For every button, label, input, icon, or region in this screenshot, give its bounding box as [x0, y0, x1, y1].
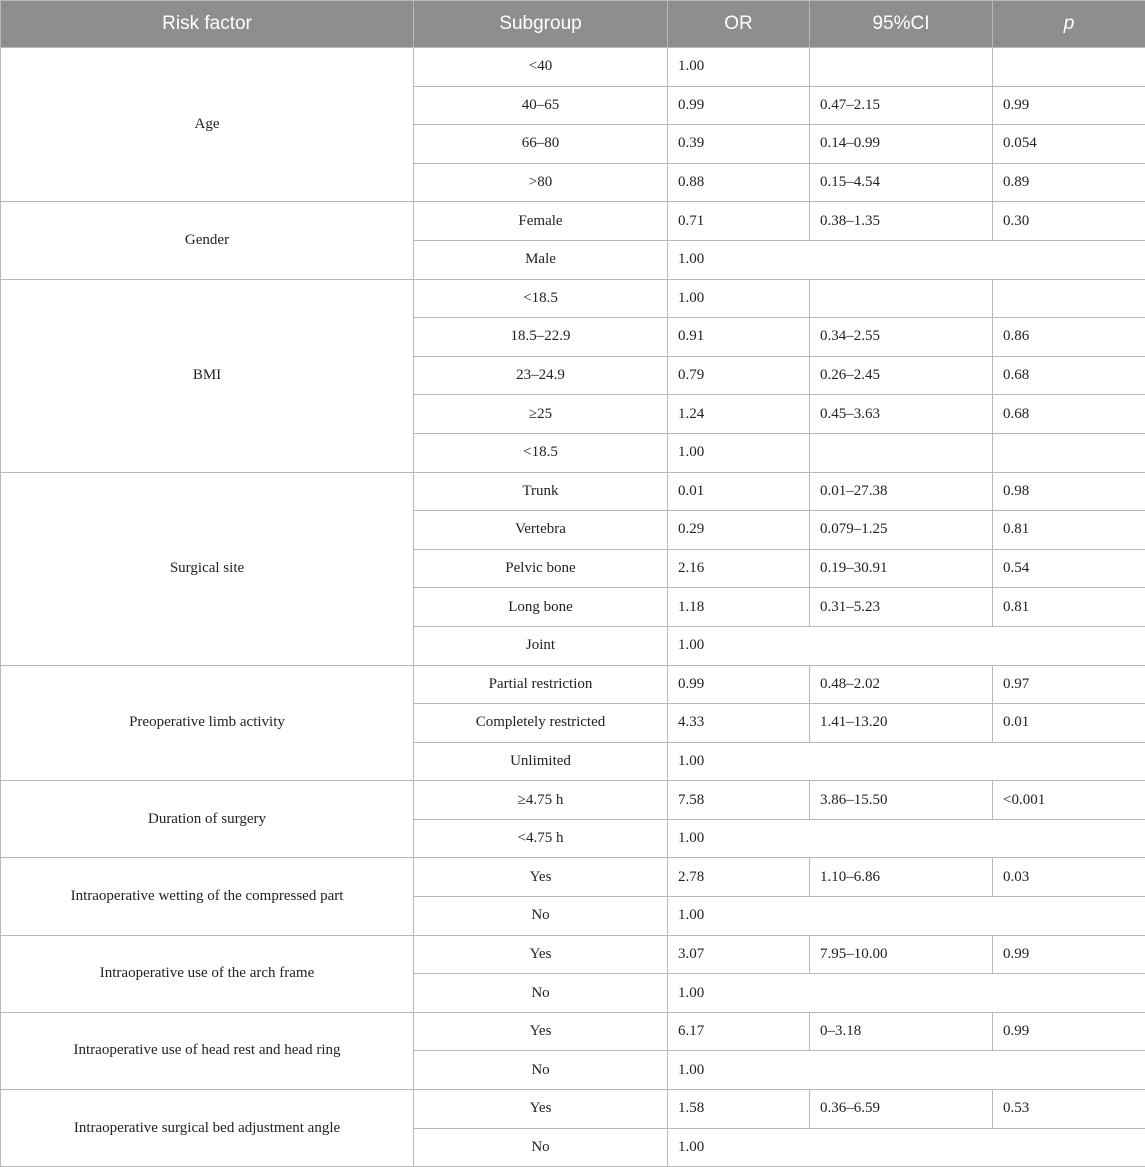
- subgroup-cell: <40: [414, 48, 668, 87]
- risk-factor-cell: Intraoperative wetting of the compressed part: [1, 858, 414, 935]
- header-risk-factor: Risk factor: [1, 1, 414, 48]
- p-value-cell: 0.30: [993, 202, 1145, 241]
- or-cell: 1.00: [668, 819, 1145, 858]
- header-row: [1, 1, 1145, 48]
- ci-cell: [810, 433, 993, 472]
- p-value-cell: 0.68: [993, 356, 1145, 395]
- ci-cell: 1.10–6.86: [810, 858, 993, 897]
- p-value-cell: 0.97: [993, 665, 1145, 704]
- header-ci: 95%CI: [810, 1, 993, 48]
- ci-cell: 0.19–30.91: [810, 549, 993, 588]
- or-cell: 2.78: [668, 858, 810, 897]
- p-value-cell: 0.53: [993, 1090, 1145, 1129]
- subgroup-cell: Vertebra: [414, 511, 668, 550]
- header-p: p: [993, 1, 1145, 48]
- table-row: [1, 279, 1145, 318]
- or-cell: 2.16: [668, 549, 810, 588]
- or-cell: 0.29: [668, 511, 810, 550]
- table-row: [1, 665, 1145, 704]
- table-row: [1, 1090, 1145, 1129]
- subgroup-cell: No: [414, 1051, 668, 1090]
- p-value-cell: 0.86: [993, 318, 1145, 357]
- subgroup-cell: Yes: [414, 1012, 668, 1051]
- ci-cell: 0.079–1.25: [810, 511, 993, 550]
- ci-cell: 0.14–0.99: [810, 125, 993, 164]
- header-subgroup: Subgroup: [414, 1, 668, 48]
- risk-factor-cell: Intraoperative surgical bed adjustment angle: [1, 1090, 414, 1167]
- p-value-cell: 0.98: [993, 472, 1145, 511]
- or-cell: 1.00: [668, 897, 1145, 936]
- ci-cell: 3.86–15.50: [810, 781, 993, 820]
- risk-factor-cell: Intraoperative use of the arch frame: [1, 935, 414, 1012]
- or-cell: 0.91: [668, 318, 810, 357]
- p-value-cell: 0.89: [993, 163, 1145, 202]
- or-cell: 1.00: [668, 433, 810, 472]
- table-row: [1, 781, 1145, 820]
- subgroup-cell: ≥4.75 h: [414, 781, 668, 820]
- p-value-cell: 0.81: [993, 511, 1145, 550]
- p-value-cell: 0.054: [993, 125, 1145, 164]
- subgroup-cell: <18.5: [414, 433, 668, 472]
- table-row: [1, 202, 1145, 241]
- or-cell: 7.58: [668, 781, 810, 820]
- subgroup-cell: No: [414, 1128, 668, 1167]
- subgroup-cell: Yes: [414, 858, 668, 897]
- ci-cell: 0.45–3.63: [810, 395, 993, 434]
- or-cell: 0.79: [668, 356, 810, 395]
- or-cell: 3.07: [668, 935, 810, 974]
- or-cell: 0.71: [668, 202, 810, 241]
- risk-factor-cell: Age: [1, 48, 414, 202]
- subgroup-cell: No: [414, 897, 668, 936]
- risk-factor-cell: BMI: [1, 279, 414, 472]
- table-row: [1, 935, 1145, 974]
- p-value-cell: [993, 433, 1145, 472]
- subgroup-cell: 18.5–22.9: [414, 318, 668, 357]
- or-cell: 1.00: [668, 626, 1145, 665]
- or-cell: 1.18: [668, 588, 810, 627]
- subgroup-cell: <18.5: [414, 279, 668, 318]
- or-cell: 0.01: [668, 472, 810, 511]
- or-cell: 1.00: [668, 1051, 1145, 1090]
- table-row: [1, 1012, 1145, 1051]
- p-value-cell: 0.68: [993, 395, 1145, 434]
- or-cell: 4.33: [668, 704, 810, 743]
- or-cell: 0.99: [668, 86, 810, 125]
- header-or: OR: [668, 1, 810, 48]
- subgroup-cell: Yes: [414, 935, 668, 974]
- p-value-cell: <0.001: [993, 781, 1145, 820]
- subgroup-cell: ≥25: [414, 395, 668, 434]
- ci-cell: 0.01–27.38: [810, 472, 993, 511]
- ci-cell: 0–3.18: [810, 1012, 993, 1051]
- or-cell: 1.00: [668, 279, 810, 318]
- subgroup-cell: Female: [414, 202, 668, 241]
- or-cell: 0.99: [668, 665, 810, 704]
- table-body: [1, 48, 1145, 1167]
- or-cell: 0.88: [668, 163, 810, 202]
- or-cell: 0.39: [668, 125, 810, 164]
- ci-cell: 7.95–10.00: [810, 935, 993, 974]
- ci-cell: 0.26–2.45: [810, 356, 993, 395]
- ci-cell: 0.47–2.15: [810, 86, 993, 125]
- subgroup-cell: Completely restricted: [414, 704, 668, 743]
- subgroup-cell: 40–65: [414, 86, 668, 125]
- ci-cell: 0.15–4.54: [810, 163, 993, 202]
- risk-factor-cell: Intraoperative use of head rest and head ring: [1, 1012, 414, 1089]
- subgroup-cell: Long bone: [414, 588, 668, 627]
- or-cell: 1.58: [668, 1090, 810, 1129]
- table-row: [1, 472, 1145, 511]
- subgroup-cell: Unlimited: [414, 742, 668, 781]
- or-cell: 1.24: [668, 395, 810, 434]
- or-cell: 1.00: [668, 48, 810, 87]
- ci-cell: 0.38–1.35: [810, 202, 993, 241]
- p-value-cell: 0.81: [993, 588, 1145, 627]
- subgroup-cell: Pelvic bone: [414, 549, 668, 588]
- p-value-cell: 0.01: [993, 704, 1145, 743]
- subgroup-cell: Male: [414, 240, 668, 279]
- ci-cell: [810, 279, 993, 318]
- ci-cell: 1.41–13.20: [810, 704, 993, 743]
- p-value-cell: 0.54: [993, 549, 1145, 588]
- subgroup-cell: 66–80: [414, 125, 668, 164]
- subgroup-cell: Partial restriction: [414, 665, 668, 704]
- or-cell: 1.00: [668, 974, 1145, 1013]
- ci-cell: 0.34–2.55: [810, 318, 993, 357]
- p-value-cell: 0.99: [993, 86, 1145, 125]
- p-value-cell: [993, 279, 1145, 318]
- or-cell: 1.00: [668, 742, 1145, 781]
- ci-cell: 0.36–6.59: [810, 1090, 993, 1129]
- subgroup-cell: Joint: [414, 626, 668, 665]
- subgroup-cell: 23–24.9: [414, 356, 668, 395]
- p-value-cell: 0.99: [993, 935, 1145, 974]
- risk-factor-cell: Surgical site: [1, 472, 414, 665]
- subgroup-cell: >80: [414, 163, 668, 202]
- subgroup-cell: No: [414, 974, 668, 1013]
- table-row: [1, 48, 1145, 87]
- or-cell: 6.17: [668, 1012, 810, 1051]
- table-row: [1, 858, 1145, 897]
- risk-factor-cell: Preoperative limb activity: [1, 665, 414, 781]
- risk-factor-cell: Gender: [1, 202, 414, 279]
- ci-cell: 0.31–5.23: [810, 588, 993, 627]
- p-value-cell: 0.03: [993, 858, 1145, 897]
- subgroup-cell: Yes: [414, 1090, 668, 1129]
- ci-cell: 0.48–2.02: [810, 665, 993, 704]
- p-value-cell: 0.99: [993, 1012, 1145, 1051]
- or-cell: 1.00: [668, 240, 1145, 279]
- risk-factor-cell: Duration of surgery: [1, 781, 414, 858]
- subgroup-cell: <4.75 h: [414, 819, 668, 858]
- or-cell: 1.00: [668, 1128, 1145, 1167]
- p-value-cell: [993, 48, 1145, 87]
- ci-cell: [810, 48, 993, 87]
- subgroup-cell: Trunk: [414, 472, 668, 511]
